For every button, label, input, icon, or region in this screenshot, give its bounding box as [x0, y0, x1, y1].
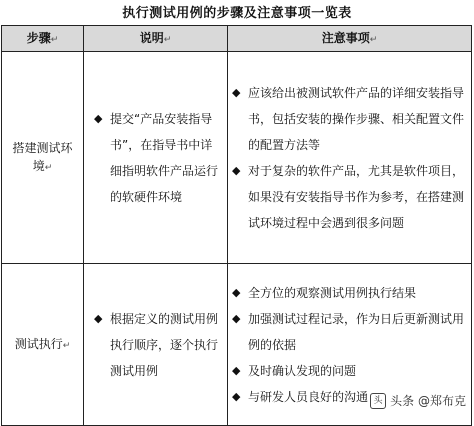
header-note-label: 注意事项	[321, 30, 370, 45]
desc-cell	[84, 264, 228, 426]
note-text: 与研发人员良好的沟通	[248, 389, 369, 404]
desc-text: 提交“产品安装指导书”，在指导书中详细指明软件产品运行的软硬件环境	[110, 111, 219, 204]
header-desc	[84, 26, 228, 52]
header-note	[228, 26, 472, 52]
desc-item	[94, 306, 219, 384]
note-item	[232, 80, 465, 158]
desc-cell	[84, 52, 228, 264]
note-item	[232, 280, 465, 306]
diamond-bullet-icon: ◆	[232, 163, 241, 177]
header-desc-label: 说明	[139, 30, 164, 45]
watermark	[370, 392, 466, 409]
note-cell	[228, 52, 472, 264]
diamond-bullet-icon: ◆	[94, 311, 103, 325]
steps-table	[1, 25, 472, 426]
note-text: 加强测试过程记录，作为日后更新测试用例的依据	[248, 311, 465, 352]
desc-text: 根据定义的测试用例执行顺序，逐个执行测试用例	[110, 311, 219, 378]
diamond-bullet-icon: ◆	[232, 85, 241, 99]
note-text: 全方位的观察测试用例执行结果	[248, 285, 417, 300]
header-step-label: 步骤	[26, 30, 51, 45]
table-row	[2, 52, 472, 264]
note-text: 应该给出被测试软件产品的详细安装指导书，包括安装的操作步骤、相关配置文件的配置方法等	[248, 85, 465, 152]
diamond-bullet-icon: ◆	[232, 311, 241, 325]
step-cell	[2, 264, 84, 426]
watermark-text: 头条 @郑布克	[390, 394, 466, 408]
note-text: 对于复杂的软件产品，尤其是软件项目，如果没有安装指导书作为参考，在搭建测试环境过程中会遇到很多问题	[248, 163, 465, 230]
diamond-bullet-icon: ◆	[94, 111, 103, 125]
desc-item	[94, 106, 219, 210]
diamond-bullet-icon: ◆	[232, 285, 241, 299]
header-row	[2, 26, 472, 52]
table-title: 执行测试用例的步骤及注意事项一览表	[122, 6, 352, 21]
cell-end-mark: ↵	[62, 340, 71, 351]
header-step	[2, 26, 84, 52]
cell-end-mark: ↵	[369, 34, 378, 45]
diamond-bullet-icon: ◆	[232, 389, 241, 403]
note-item	[232, 306, 465, 358]
toutiao-logo-icon: 头	[370, 393, 386, 409]
cell-end-mark: ↵	[50, 34, 59, 45]
note-text: 及时确认发现的问题	[248, 363, 357, 378]
diamond-bullet-icon: ◆	[232, 363, 241, 377]
step-label: 测试执行	[14, 336, 63, 351]
cell-end-mark: ↵	[163, 34, 172, 45]
step-cell	[2, 52, 84, 264]
note-item	[232, 358, 465, 384]
step-label: 搭建测试环境	[12, 140, 73, 173]
cell-end-mark: ↵	[44, 162, 53, 173]
note-item	[232, 158, 465, 236]
